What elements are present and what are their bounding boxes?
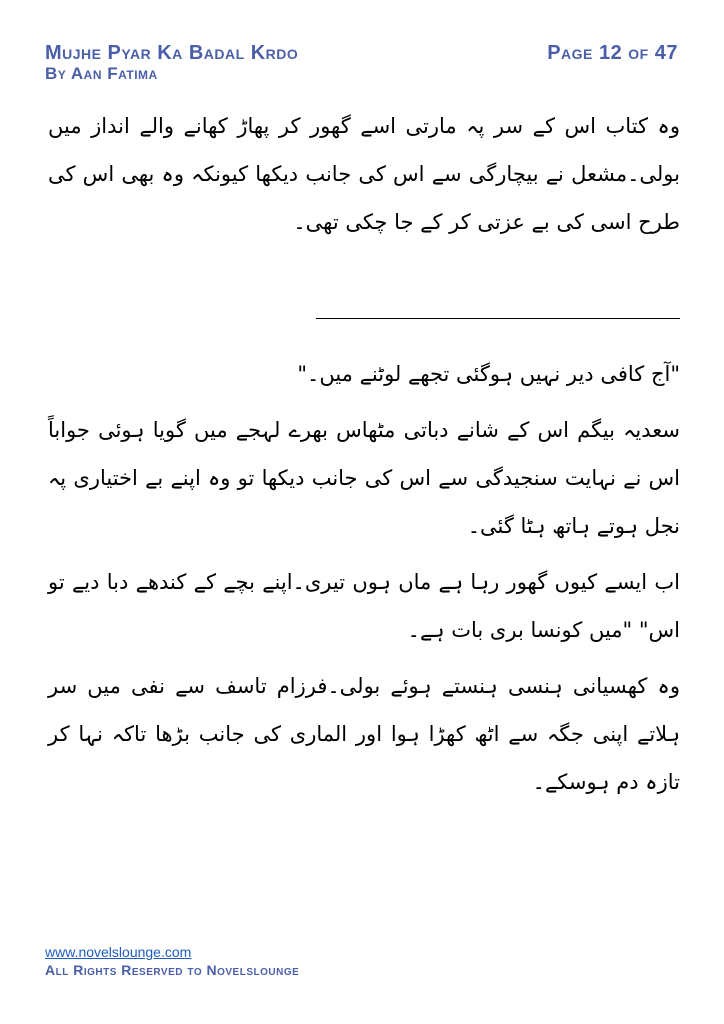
body-text-bottom (48, 350, 680, 814)
paragraph: وہ کھسیانی ہنسی ہنستے ہوئے بولی۔فرزام تاسف سے نفی میں سر ہلاتے اپنی جگہ سے اٹھ کھڑا ہوا اور الماری کی جانب بڑھا تاکہ نہا کر تازہ دم ہوسکے۔ (48, 674, 680, 794)
body-text-top (48, 102, 680, 252)
paragraph: سعدیہ بیگم اس کے شانے دباتی مٹھاس بھرے لہجے میں گویا ہوئی جواباً اس نے نہایت سنجیدگی سے اس کی جانب دیکھا تو وہ اپنے بے اختیاری پہ نجل ہوتے ہاتھ ہٹا گئی۔ (48, 418, 680, 538)
document-title: Mujhe Pyar Ka Badal Krdo (45, 42, 299, 64)
paragraph: "آج کافی دیر نہیں ہوگئی تجھے لوٹنے میں۔" (297, 362, 680, 386)
document-author: By Aan Fatima (45, 64, 158, 83)
page-number: Page 12 of 47 (547, 42, 678, 64)
copyright-notice: All Rights Reserved to Novelslounge (45, 962, 300, 978)
website-link[interactable]: www.novelslounge.com (45, 944, 192, 960)
paragraph: وہ کتاب اس کے سر پہ مارتی اسے گھور کر پھاڑ کھانے والے انداز میں بولی۔مشعل نے بیچارگی سے اس کی جانب دیکھا کیونکہ وہ بھی اس کی طرح اسی کی بے عزتی کر کے جا چکی تھی۔ (48, 114, 680, 234)
paragraph: اب ایسے کیوں گھور رہا ہے ماں ہوں تیری۔اپنے بچے کے کندھے دبا دیے تو اس" "میں کونسا بری بات ہے۔ (48, 570, 680, 642)
section-divider (316, 318, 680, 319)
